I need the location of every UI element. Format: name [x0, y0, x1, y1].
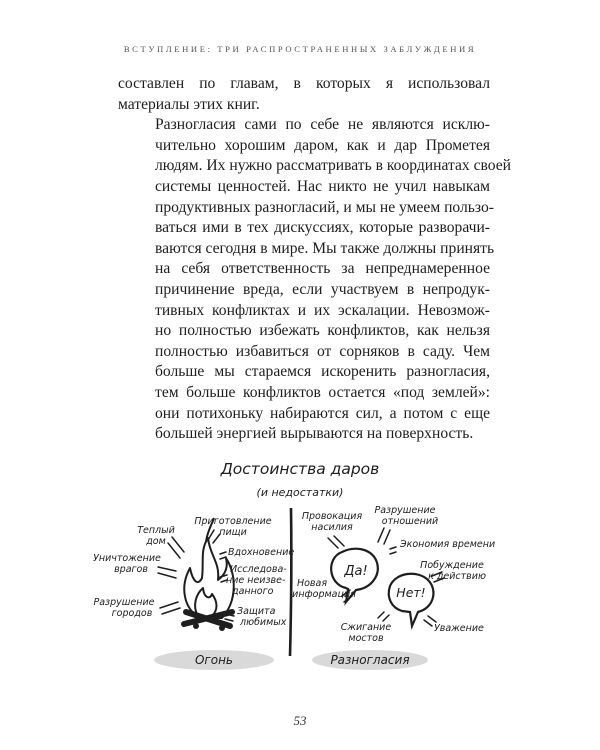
svg-text:любимых: любимых [240, 617, 287, 628]
svg-text:насилия: насилия [311, 522, 353, 533]
label-issledovanie [226, 564, 287, 597]
text-line: ваются сегодня в мире. Мы также должны принять [155, 239, 495, 257]
text-line: тивных конфликтах и их эскалации. Невозмож- [155, 301, 490, 319]
svg-text:Разрушение: Разрушение [374, 505, 436, 516]
svg-text:мостов: мостов [348, 633, 384, 644]
svg-text:Нет!: Нет! [396, 585, 426, 600]
text-line: материалы этих книг. [118, 95, 260, 113]
text-line: системы ценностей. Нас никто не учил навыкам [155, 177, 490, 195]
svg-text:Исследова-: Исследова- [230, 564, 287, 575]
text-line: ваться ими в тех дискуссиях, которые разворачи- [155, 219, 490, 237]
svg-text:Сжигание: Сжигание [340, 622, 392, 633]
svg-text:городов: городов [111, 608, 153, 619]
svg-text:информация: информация [292, 589, 356, 600]
svg-text:ние неизве-: ние неизве- [226, 575, 286, 586]
svg-text:Разрушение: Разрушение [93, 597, 155, 608]
svg-text:дом: дом [146, 536, 166, 547]
text-line: на себя ответственность за непреднамеренное [155, 260, 490, 278]
svg-text:пищи: пищи [219, 527, 247, 538]
caption-disagreements: Разногласия [330, 653, 410, 667]
paragraph-1 [118, 74, 490, 115]
divider-line [290, 508, 291, 656]
text-line: больше мы стараемся искоренить разногласия, [155, 363, 490, 381]
svg-text:Побуждение: Побуждение [420, 560, 484, 571]
page-number: 53 [293, 713, 307, 728]
svg-text:врагов: врагов [114, 564, 148, 575]
svg-text:Да!: Да! [344, 564, 368, 579]
text-line: людям. Их нужно рассматривать в координатах своей [155, 157, 512, 175]
text-line: причинение вреда, если участвуем в непродук- [155, 280, 490, 298]
label-zashchita [237, 606, 287, 628]
paragraph-2 [118, 115, 512, 445]
text-line: продуктивных разногласий, и мы не умеем пользо- [155, 198, 494, 216]
svg-text:Уничтожение: Уничтожение [93, 553, 161, 564]
label-uvazhenie [434, 623, 484, 634]
svg-text:Экономия времени: Экономия времени [400, 539, 496, 550]
label-vdohnovenie [228, 547, 294, 558]
text-line: Разногласия сами по себе не являются исклю- [155, 116, 490, 134]
svg-text:Теплый: Теплый [137, 525, 175, 536]
text-line: чительно хорошим даром, как и дар Прометея [155, 136, 490, 154]
svg-text:Вдохновение: Вдохновение [228, 547, 295, 558]
gifts-figure [0, 448, 600, 688]
svg-text:Приготовление: Приготовление [194, 516, 272, 527]
label-pobuzhdenie [420, 560, 486, 582]
label-ekonomiya [399, 539, 495, 550]
text-line: полностью избавиться от сорняков в саду. Чем [155, 342, 490, 360]
text-line: но полностью избежать конфликтов, как нельзя [155, 322, 490, 340]
label-razrushenie-otnosheniy [374, 505, 438, 527]
label-szhiganie [341, 622, 392, 644]
svg-text:данного: данного [232, 586, 274, 597]
text-line: большей энергией вырываются на поверхность. [155, 425, 474, 443]
speech-bubble-no [389, 574, 434, 626]
text-line: тем больше конфликтов остается «под землей»: [155, 383, 490, 401]
label-prigotovlenie [194, 516, 271, 538]
body-text [118, 74, 512, 445]
svg-text:отношений: отношений [381, 516, 439, 527]
label-unichtozhenie [93, 553, 161, 575]
label-provokatsiya [302, 511, 363, 533]
svg-text:Уважение: Уважение [434, 623, 484, 634]
text-line: они потихоньку набираются сил, а потом с еще [155, 404, 490, 422]
svg-text:к действию: к действию [428, 571, 486, 582]
text-line: составлен по главам, в которых я использовал [118, 75, 490, 92]
running-head: ВСТУПЛЕНИЕ: ТРИ РАСПРОСТРАНЕННЫХ ЗАБЛУЖДЕНИЯ [123, 44, 477, 54]
caption-fire: Огонь [194, 653, 234, 667]
svg-text:Провокация: Провокация [301, 511, 363, 522]
figure-subtitle: (и недостатки) [256, 486, 344, 499]
label-razrushenie-gorodov [93, 597, 154, 619]
svg-text:Новая: Новая [296, 578, 328, 589]
svg-text:Защита: Защита [237, 606, 276, 617]
figure-title: Достоинства даров [220, 460, 380, 478]
